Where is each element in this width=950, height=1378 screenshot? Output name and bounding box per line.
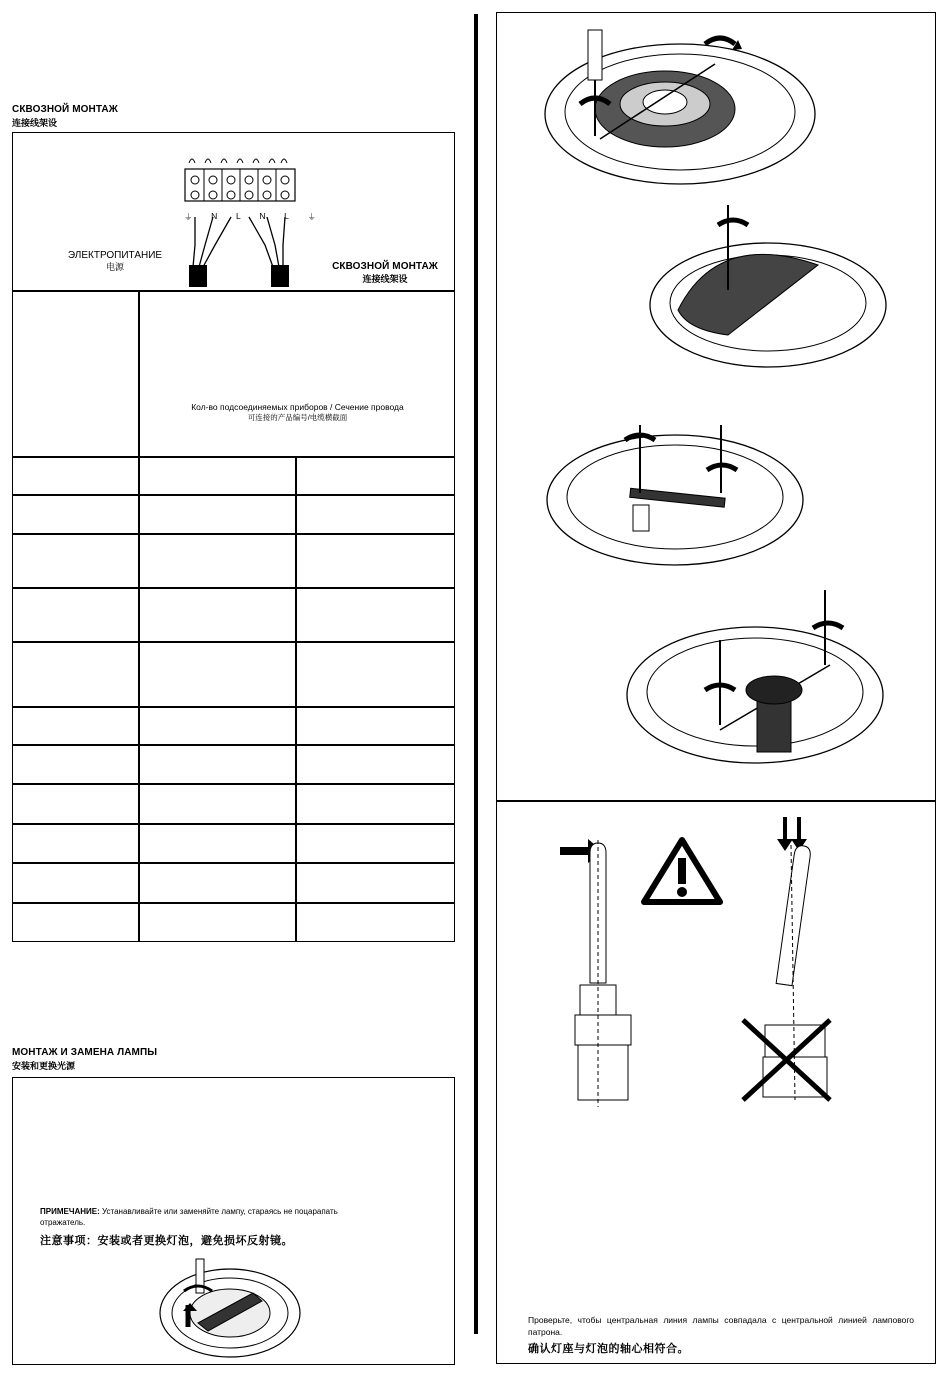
table-row-line — [12, 587, 455, 589]
table-header-cn: 可连接的产品编号/电缆横截面 — [247, 413, 348, 422]
terminal-labels — [184, 211, 316, 223]
warning-icon — [642, 838, 722, 904]
right-section-divider — [496, 800, 936, 802]
power-label-cn: 电源 — [105, 262, 124, 272]
table-col-divider-1 — [138, 290, 140, 942]
lamp-note-label: ПРИМЕЧАНИЕ: — [40, 1207, 100, 1216]
table-header-ru: Кол-во подсоединяемых приборов / Сечение провода — [191, 402, 404, 412]
power-label — [60, 250, 170, 273]
table-row-line — [12, 783, 455, 785]
lamp-replacement-illustration — [158, 1255, 308, 1360]
through-wiring-heading-ru: СКВОЗНОЙ МОНТАЖ — [12, 104, 118, 115]
table-row-line — [12, 744, 455, 746]
column-divider — [474, 14, 478, 1334]
lamp-heading-ru: МОНТАЖ И ЗАМЕНА ЛАМПЫ — [12, 1047, 158, 1058]
table-row-line — [12, 706, 455, 708]
lamp-holder-illustration — [625, 580, 885, 780]
through-wiring-heading-cn: 连接线架设 — [12, 118, 58, 128]
through-label-cn: 连接线架设 — [362, 274, 408, 284]
terminal-label-earth2: ⏚ — [307, 212, 316, 222]
through-label-ru: СКВОЗНОЙ МОНТАЖ — [332, 261, 438, 272]
table-row-line — [12, 456, 455, 458]
alignment-text-cn: 确认灯座与灯泡的轴心相符合。 — [528, 1343, 689, 1355]
terminal-label-earth: ⏚ — [184, 212, 193, 222]
mounting-plate-illustration — [545, 405, 805, 575]
lamp-note-text: Устанавливайте или заменяйте лампу, стараясь не поцарапать отражатель. — [40, 1207, 338, 1227]
lamp-note — [40, 1206, 370, 1228]
table-row-line — [12, 823, 455, 825]
table-row-line — [12, 862, 455, 864]
correct-bulb-alignment — [550, 835, 650, 1110]
alignment-text-ru: Проверьте, чтобы центральная линия лампы совпадала с центральной линией лампового патрона. — [528, 1315, 914, 1337]
terminal-block-diagram — [175, 155, 315, 295]
reflector-removal-illustration-2 — [648, 205, 888, 375]
incorrect-bulb-alignment — [735, 815, 845, 1105]
table-row-line — [12, 641, 455, 643]
table-header — [140, 402, 455, 423]
terminal-label-n2: N — [259, 211, 266, 221]
lamp-heading-cn: 安装和更换光源 — [12, 1061, 76, 1071]
reflector-removal-illustration-1 — [540, 24, 830, 184]
terminal-label-n1: N — [211, 211, 218, 221]
table-col-divider-2 — [295, 456, 297, 942]
terminal-label-l1: L — [235, 211, 241, 221]
through-label — [326, 261, 444, 285]
table-row-line — [12, 533, 455, 535]
lamp-note-cn: 注意事项：安装或者更换灯泡，避免损坏反射镜。 — [40, 1235, 293, 1247]
table-row-line — [12, 494, 455, 496]
power-label-ru: ЭЛЕКТРОПИТАНИЕ — [67, 250, 163, 261]
terminal-label-l2: L — [284, 211, 289, 221]
table-row-line — [12, 902, 455, 904]
